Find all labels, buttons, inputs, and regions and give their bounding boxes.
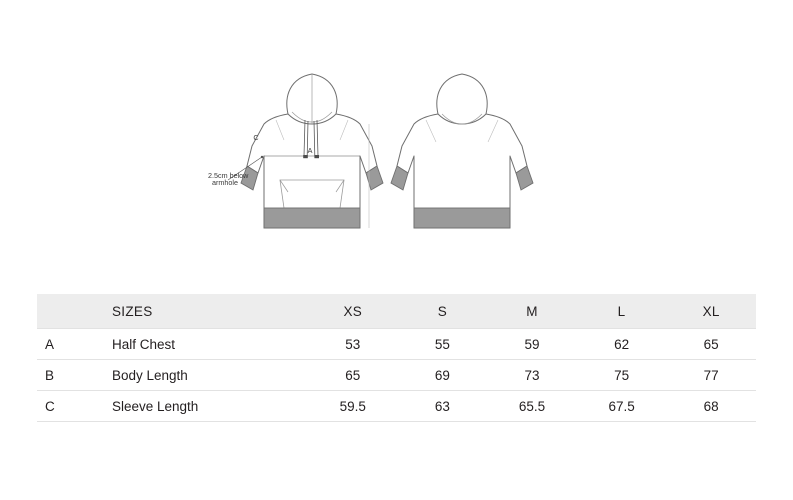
row-value-l: 75 bbox=[614, 367, 630, 383]
drawstring-tip-left bbox=[303, 155, 308, 158]
table-body bbox=[37, 329, 756, 422]
table-header-row bbox=[37, 294, 756, 329]
row-value-m: 73 bbox=[524, 367, 540, 383]
header-size-s: S bbox=[437, 303, 448, 319]
callout-note-line2: armhole bbox=[212, 178, 238, 188]
callout-note-line1: 2.5cm below bbox=[208, 171, 249, 180]
row-label: Body Length bbox=[112, 367, 188, 383]
header-sizes-label: SIZES bbox=[112, 303, 153, 319]
table-row bbox=[37, 360, 756, 391]
callout-anchor-dot bbox=[261, 156, 263, 158]
row-letter: A bbox=[45, 336, 55, 352]
row-value-xl: 65 bbox=[703, 336, 719, 352]
row-letter: B bbox=[45, 367, 55, 383]
table-row bbox=[37, 391, 756, 422]
row-label: Half Chest bbox=[112, 336, 176, 352]
size-chart-table-wrapper bbox=[37, 294, 756, 422]
header-letter-col bbox=[37, 294, 92, 329]
front-waistband-rib bbox=[264, 208, 360, 228]
row-value-m: 59 bbox=[524, 336, 540, 352]
table-row bbox=[37, 329, 756, 360]
row-value-xs: 65 bbox=[345, 367, 361, 383]
header-size-xl: XL bbox=[702, 303, 720, 319]
marker-label-a: A bbox=[307, 146, 313, 156]
drawstring-tip-right bbox=[314, 155, 319, 158]
size-chart-table bbox=[37, 294, 756, 422]
hoodie-back-view bbox=[391, 74, 533, 228]
row-label: Sleeve Length bbox=[112, 398, 199, 414]
row-value-s: 69 bbox=[434, 367, 450, 383]
row-value-xs: 53 bbox=[345, 336, 361, 352]
row-value-l: 62 bbox=[614, 336, 630, 352]
header-size-l: L bbox=[617, 303, 626, 319]
row-value-s: 63 bbox=[434, 398, 450, 414]
row-value-l: 67.5 bbox=[608, 398, 635, 414]
header-size-m: M bbox=[526, 303, 538, 319]
marker-label-c: C bbox=[253, 133, 259, 142]
row-value-m: 65.5 bbox=[518, 398, 546, 414]
header-size-xs: XS bbox=[343, 303, 363, 319]
hoodie-front-view bbox=[208, 74, 383, 228]
row-value-xl: 68 bbox=[703, 398, 719, 414]
back-waistband-rib bbox=[414, 208, 510, 228]
row-value-xl: 77 bbox=[703, 367, 719, 383]
row-value-xs: 59.5 bbox=[339, 398, 366, 414]
row-letter: C bbox=[45, 398, 55, 414]
row-value-s: 55 bbox=[434, 336, 450, 352]
hoodie-technical-drawing-svg bbox=[196, 60, 596, 260]
table-head bbox=[37, 294, 756, 329]
